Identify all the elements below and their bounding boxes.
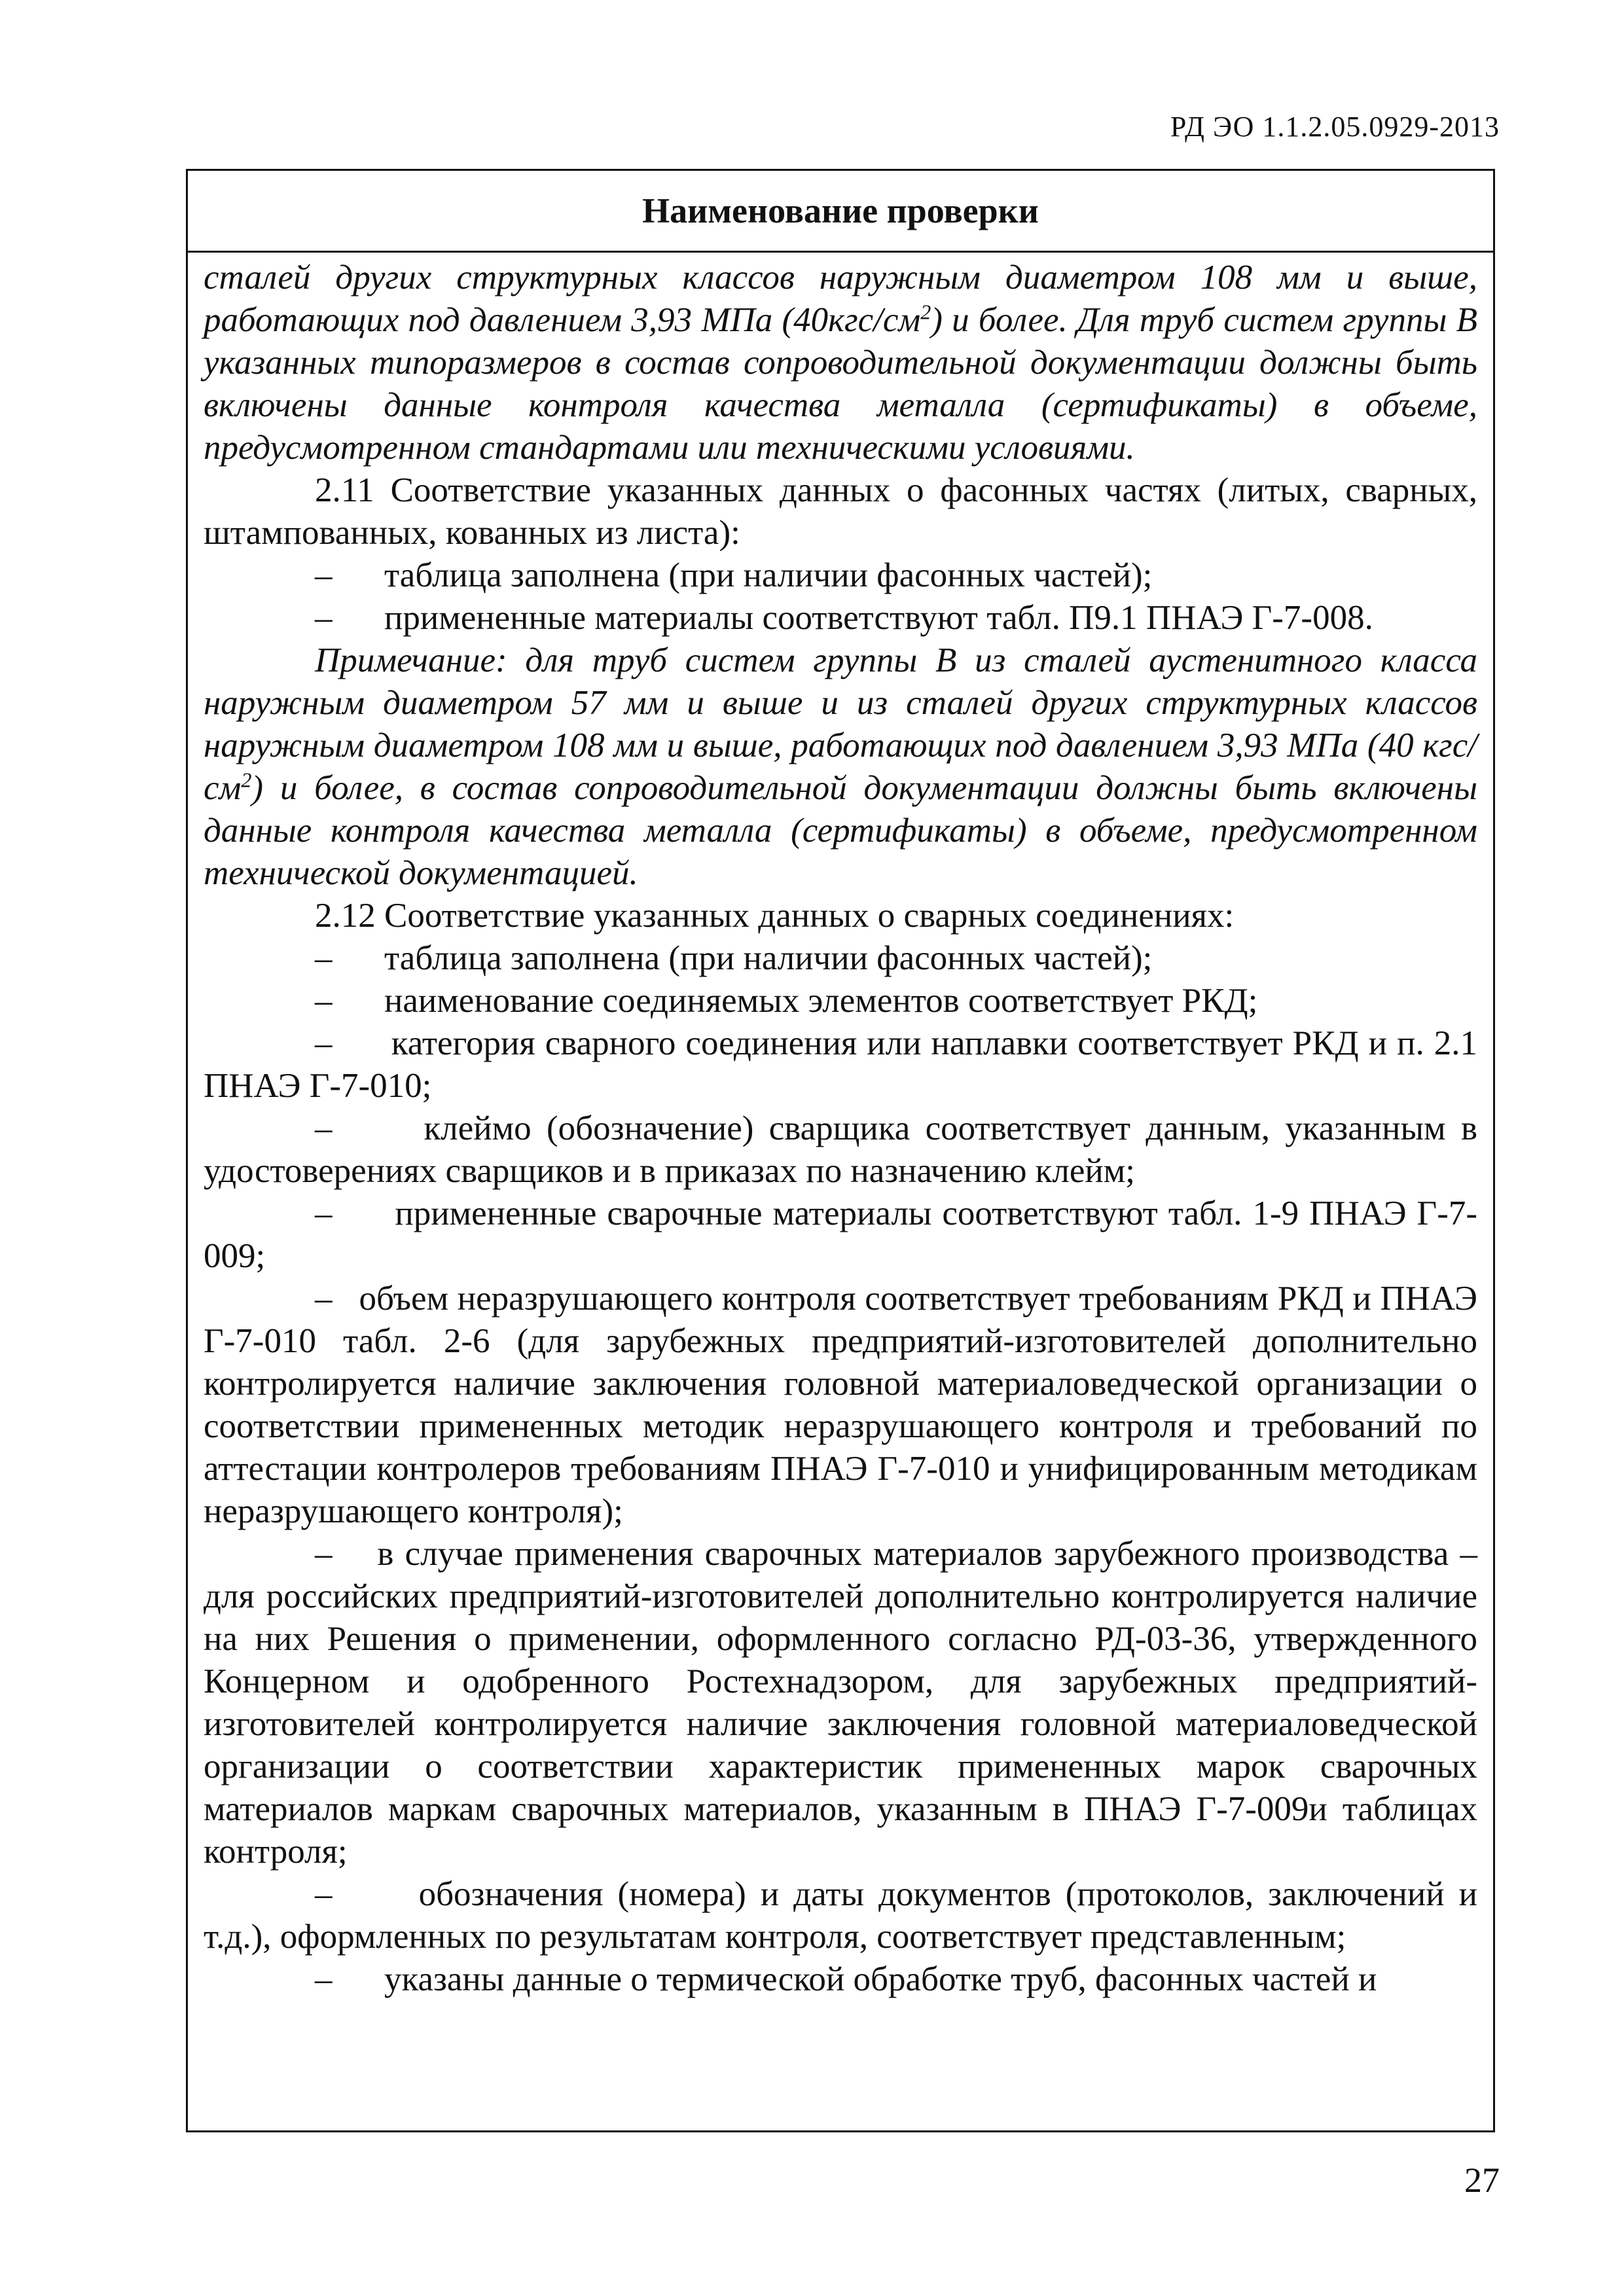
list-item bbox=[204, 554, 1477, 597]
list-item-text: наименование соединяемых элементов соответствует РКД; bbox=[384, 982, 1258, 1020]
list-item bbox=[204, 980, 1477, 1022]
section-2-12: 2.12 Соответствие указанных данных о сварных соединениях: bbox=[315, 897, 1235, 935]
bullet-dash: – bbox=[315, 939, 333, 977]
bullet-dash: – bbox=[315, 556, 333, 594]
bullet-dash: – bbox=[315, 1875, 333, 1913]
table-column-header: Наименование проверки bbox=[188, 171, 1493, 253]
list-item-text: в случае применения сварочных материалов зарубежного производства – для российских предприятий-изготовителей дополнительно контролируется наличие на них Решения о применении, оформленного согласно РД-03-36, утвержденного Концерном и одобренного Ростехнадзором, для зарубежных предприятий-изготовителей контролируется наличие заключения головной материаловедческой организации о соответствии характеристик примененных марок сварочных материалов маркам сварочных материалов, указанным в ПНАЭ Г-7-009и таблицах контроля; bbox=[204, 1535, 1477, 1871]
bullet-dash: – bbox=[315, 1280, 333, 1318]
paragraph-continuation bbox=[204, 257, 1477, 469]
list-item bbox=[204, 597, 1477, 639]
bullet-dash: – bbox=[315, 982, 333, 1020]
list-item-text: примененные материалы соответствуют табл. П9.1 ПНАЭ Г-7-008. bbox=[384, 599, 1373, 637]
p1-tail: ) и более. Для труб систем группы В указанных типоразмеров в состав сопроводительной документации должны быть включены данные контроля качества металла (сертификаты) в объеме, предусмотренном стандартами или техническими условиями. bbox=[204, 301, 1477, 467]
superscript: 2 bbox=[241, 768, 252, 792]
page-number: 27 bbox=[1464, 2161, 1500, 2200]
list-item bbox=[204, 937, 1477, 980]
bullet-dash: – bbox=[315, 1194, 333, 1232]
list-item-text: объем неразрушающего контроля соответствует требованиям РКД и ПНАЭ Г-7-010 табл. 2-6 (для зарубежных предприятий-изготовителей дополнительно контролируется наличие заключения головной материаловедческой организации о соответствии примененных методик неразрушающего контроля и требований по аттестации контролеров требованиям ПНАЭ Г-7-010 и унифицированным методикам неразрушающего контроля); bbox=[204, 1280, 1477, 1530]
table-body bbox=[188, 253, 1493, 2001]
bullet-dash: – bbox=[315, 1960, 333, 1998]
list-item bbox=[204, 1278, 1477, 1533]
list-item-text: клеймо (обозначение) сварщика соответствует данным, указанным в удостоверениях сварщиков и в приказах по назначению клейм; bbox=[204, 1109, 1477, 1190]
list-item bbox=[204, 1193, 1477, 1278]
list-item-text: обозначения (номера) и даты документов (протоколов, заключений и т.д.), оформленных по результатам контроля, соответствует представленным; bbox=[204, 1875, 1478, 1956]
list-item-text: таблица заполнена (при наличии фасонных частей); bbox=[384, 939, 1153, 977]
note-paragraph bbox=[204, 639, 1477, 895]
list-item bbox=[204, 1958, 1477, 2001]
bullet-dash: – bbox=[315, 1024, 333, 1062]
list-item bbox=[204, 1873, 1477, 1958]
note-tail: ) и более, в состав сопроводительной документации должны быть включены данные контроля качества металла (сертификаты) в объеме, предусмотренном технической документацией. bbox=[204, 769, 1477, 892]
list-item-text: указаны данные о термической обработке труб, фасонных частей и bbox=[384, 1960, 1377, 1998]
bullet-dash: – bbox=[315, 1109, 333, 1147]
check-table bbox=[186, 169, 1495, 2132]
bullet-dash: – bbox=[315, 1535, 333, 1573]
list-item bbox=[204, 1107, 1477, 1193]
superscript: 2 bbox=[920, 300, 931, 324]
note-text: Примечание: для труб систем группы В из сталей аустенитного класса наружным диаметром 57 мм и выше и из сталей других структурных классов наружным диаметром 108 мм и выше, работающих под давлением 3,93 МПа (40 кгс/см bbox=[204, 641, 1477, 807]
bullet-dash: – bbox=[315, 599, 333, 637]
list-item bbox=[204, 1022, 1477, 1107]
list-item-text: примененные сварочные материалы соответствуют табл. 1-9 ПНАЭ Г-7-009; bbox=[204, 1194, 1477, 1275]
section-2-11: 2.11 Соответствие указанных данных о фасонных частях (литых, сварных, штампованных, кованных из листа): bbox=[204, 471, 1477, 552]
list-item-text: таблица заполнена (при наличии фасонных частей); bbox=[384, 556, 1153, 594]
document-code: РД ЭО 1.1.2.05.0929-2013 bbox=[1170, 111, 1500, 143]
list-item bbox=[204, 1533, 1477, 1873]
list-item-text: категория сварного соединения или наплавки соответствует РКД и п. 2.1 ПНАЭ Г-7-010; bbox=[204, 1024, 1477, 1105]
p1-text: сталей других структурных классов наружным диаметром 108 мм и выше, работающих под давлением 3,93 МПа (40кгс/см bbox=[204, 259, 1477, 339]
